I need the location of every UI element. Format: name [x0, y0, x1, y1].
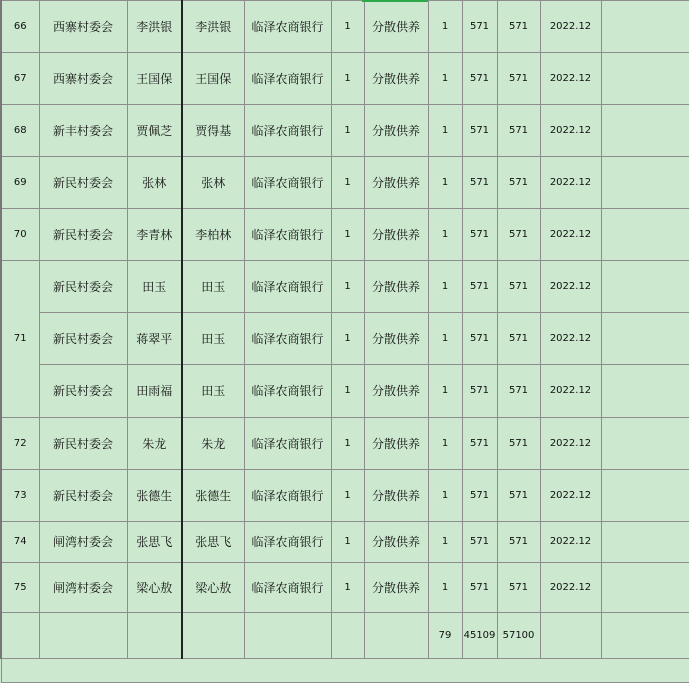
- cell-name1[interactable]: 贾佩芝: [127, 105, 182, 157]
- cell-no[interactable]: 72: [1, 417, 39, 469]
- cell-name2[interactable]: 田玉: [182, 313, 244, 365]
- cell-bank[interactable]: 临泽农商银行: [244, 105, 331, 157]
- cell-empty[interactable]: [601, 1, 689, 53]
- cell-amount[interactable]: 571: [497, 157, 540, 209]
- total-amount[interactable]: 57100: [497, 612, 540, 658]
- cell-std[interactable]: 571: [462, 1, 497, 53]
- cell-name1[interactable]: 张思飞: [127, 521, 182, 562]
- cell-date[interactable]: 2022.12: [540, 365, 601, 417]
- cell-empty[interactable]: [601, 53, 689, 105]
- table-row[interactable]: [1, 521, 689, 562]
- cell-type[interactable]: 分散供养: [364, 313, 428, 365]
- cell-no[interactable]: 68: [1, 105, 39, 157]
- table-row[interactable]: [1, 209, 689, 261]
- cell-persons[interactable]: 1: [428, 521, 462, 562]
- cell-persons[interactable]: 1: [428, 157, 462, 209]
- cell-type[interactable]: 分散供养: [364, 365, 428, 417]
- table-row[interactable]: [1, 417, 689, 469]
- cell-name1[interactable]: 李青林: [127, 209, 182, 261]
- cell-count[interactable]: 1: [331, 261, 364, 313]
- table-row[interactable]: [1, 105, 689, 157]
- cell-no[interactable]: 75: [1, 562, 39, 612]
- cell-bank[interactable]: 临泽农商银行: [244, 1, 331, 53]
- cell-std[interactable]: 571: [462, 469, 497, 521]
- cell-amount[interactable]: 571: [497, 417, 540, 469]
- cell-bank[interactable]: 临泽农商银行: [244, 209, 331, 261]
- cell-amount[interactable]: 571: [497, 313, 540, 365]
- cell-bank[interactable]: 临泽农商银行: [244, 469, 331, 521]
- cell-count[interactable]: 1: [331, 105, 364, 157]
- cell-no[interactable]: 70: [1, 209, 39, 261]
- cell-std[interactable]: 571: [462, 105, 497, 157]
- cell-amount[interactable]: 571: [497, 261, 540, 313]
- cell-name2[interactable]: 梁心敖: [182, 562, 244, 612]
- cell-count[interactable]: 1: [331, 365, 364, 417]
- cell-empty[interactable]: [601, 562, 689, 612]
- cell-type[interactable]: 分散供养: [364, 105, 428, 157]
- cell-bank[interactable]: 临泽农商银行: [244, 313, 331, 365]
- table-row[interactable]: [1, 157, 689, 209]
- cell-no-merged[interactable]: 71: [1, 261, 39, 417]
- cell-empty[interactable]: [601, 521, 689, 562]
- cell-name1[interactable]: 张德生: [127, 469, 182, 521]
- cell-std[interactable]: 571: [462, 521, 497, 562]
- cell-amount[interactable]: 571: [497, 469, 540, 521]
- cell-date[interactable]: 2022.12: [540, 521, 601, 562]
- cell-date[interactable]: 2022.12: [540, 562, 601, 612]
- table-row[interactable]: [1, 261, 689, 313]
- cell-count[interactable]: 1: [331, 313, 364, 365]
- cell-empty[interactable]: [601, 261, 689, 313]
- cell-bank[interactable]: 临泽农商银行: [244, 521, 331, 562]
- cell-name1[interactable]: 田雨福: [127, 365, 182, 417]
- cell-village[interactable]: 西寨村委会: [39, 53, 127, 105]
- cell-village[interactable]: 闸湾村委会: [39, 521, 127, 562]
- cell-no[interactable]: 73: [1, 469, 39, 521]
- cell-bank[interactable]: 临泽农商银行: [244, 157, 331, 209]
- cell-persons[interactable]: 1: [428, 209, 462, 261]
- cell-name1[interactable]: 蒋翠平: [127, 313, 182, 365]
- cell-empty[interactable]: [127, 612, 182, 658]
- cell-date[interactable]: 2022.12: [540, 53, 601, 105]
- cell-type[interactable]: 分散供养: [364, 157, 428, 209]
- cell-village[interactable]: 西寨村委会: [39, 1, 127, 53]
- cell-empty[interactable]: [601, 417, 689, 469]
- cell-name1[interactable]: 李洪银: [127, 1, 182, 53]
- cell-name1[interactable]: 田玉: [127, 261, 182, 313]
- cell-empty[interactable]: [601, 105, 689, 157]
- table-body: [1, 1, 689, 683]
- cell-persons[interactable]: 1: [428, 105, 462, 157]
- cell-village[interactable]: 闸湾村委会: [39, 562, 127, 612]
- cell-village[interactable]: 新民村委会: [39, 469, 127, 521]
- total-std[interactable]: 45109: [462, 612, 497, 658]
- cell-village[interactable]: 新民村委会: [39, 365, 127, 417]
- cell-empty[interactable]: [244, 612, 331, 658]
- cell-village[interactable]: 新民村委会: [39, 209, 127, 261]
- cell-name2[interactable]: 朱龙: [182, 417, 244, 469]
- cell-date[interactable]: 2022.12: [540, 313, 601, 365]
- total-persons[interactable]: 79: [428, 612, 462, 658]
- cell-std[interactable]: 571: [462, 261, 497, 313]
- cell-bank[interactable]: 临泽农商银行: [244, 562, 331, 612]
- cell-count[interactable]: 1: [331, 157, 364, 209]
- cell-empty[interactable]: [182, 612, 244, 658]
- cell-amount[interactable]: 571: [497, 365, 540, 417]
- cell-date[interactable]: 2022.12: [540, 417, 601, 469]
- cell-amount[interactable]: 571: [497, 562, 540, 612]
- cell-empty[interactable]: [601, 313, 689, 365]
- cell-name1[interactable]: 朱龙: [127, 417, 182, 469]
- cell-std[interactable]: 571: [462, 313, 497, 365]
- cell-name2[interactable]: 张思飞: [182, 521, 244, 562]
- cell-empty[interactable]: [364, 612, 428, 658]
- cell-std[interactable]: 571: [462, 157, 497, 209]
- cell-persons[interactable]: 1: [428, 313, 462, 365]
- cell-type[interactable]: 分散供养: [364, 469, 428, 521]
- cell-persons[interactable]: 1: [428, 53, 462, 105]
- table-row[interactable]: [1, 469, 689, 521]
- table-row[interactable]: [1, 562, 689, 612]
- cell-date[interactable]: 2022.12: [540, 105, 601, 157]
- cell-empty[interactable]: [331, 612, 364, 658]
- cell-count[interactable]: 1: [331, 562, 364, 612]
- cell-count[interactable]: 1: [331, 53, 364, 105]
- cell-name2[interactable]: 张德生: [182, 469, 244, 521]
- cell-empty[interactable]: [601, 612, 689, 658]
- cell-name1[interactable]: 梁心敖: [127, 562, 182, 612]
- cell-date[interactable]: 2022.12: [540, 261, 601, 313]
- cell-village[interactable]: 新民村委会: [39, 261, 127, 313]
- cell-count[interactable]: 1: [331, 417, 364, 469]
- cell-std[interactable]: 571: [462, 365, 497, 417]
- cell-date[interactable]: 2022.12: [540, 1, 601, 53]
- cell-amount[interactable]: 571: [497, 209, 540, 261]
- cell-name2[interactable]: 田玉: [182, 261, 244, 313]
- cell-persons[interactable]: 1: [428, 261, 462, 313]
- cell-name2[interactable]: 李洪银: [182, 1, 244, 53]
- cell-name2[interactable]: 贾得基: [182, 105, 244, 157]
- cell-empty[interactable]: [39, 612, 127, 658]
- empty-row[interactable]: [1, 658, 689, 682]
- cell-persons[interactable]: 1: [428, 365, 462, 417]
- cell-type[interactable]: 分散供养: [364, 209, 428, 261]
- cell-village[interactable]: 新民村委会: [39, 157, 127, 209]
- cell-count[interactable]: 1: [331, 1, 364, 53]
- cell-type[interactable]: 分散供养: [364, 562, 428, 612]
- cell-empty[interactable]: [601, 469, 689, 521]
- cell-count[interactable]: 1: [331, 469, 364, 521]
- cell-empty[interactable]: [601, 157, 689, 209]
- cell-no[interactable]: 69: [1, 157, 39, 209]
- cell-empty[interactable]: [540, 612, 601, 658]
- cell-no[interactable]: 67: [1, 53, 39, 105]
- cell-type[interactable]: 分散供养: [364, 417, 428, 469]
- cell-bank[interactable]: 临泽农商银行: [244, 417, 331, 469]
- cell-persons[interactable]: 1: [428, 469, 462, 521]
- cell-no[interactable]: 74: [1, 521, 39, 562]
- cell-name2[interactable]: 田玉: [182, 365, 244, 417]
- cell-type[interactable]: 分散供养: [364, 1, 428, 53]
- cell-bank[interactable]: 临泽农商银行: [244, 365, 331, 417]
- cell-selection-indicator: [362, 0, 428, 2]
- cell-village[interactable]: 新丰村委会: [39, 105, 127, 157]
- totals-row[interactable]: [1, 612, 689, 658]
- cell-persons[interactable]: 1: [428, 562, 462, 612]
- cell-amount[interactable]: 571: [497, 1, 540, 53]
- cell-date[interactable]: 2022.12: [540, 469, 601, 521]
- cell-count[interactable]: 1: [331, 209, 364, 261]
- table-row[interactable]: [1, 365, 689, 417]
- cell-name1[interactable]: 张林: [127, 157, 182, 209]
- cell-name2[interactable]: 王国保: [182, 53, 244, 105]
- cell-date[interactable]: 2022.12: [540, 209, 601, 261]
- cell-no[interactable]: 66: [1, 1, 39, 53]
- cell-village[interactable]: 新民村委会: [39, 313, 127, 365]
- cell-amount[interactable]: 571: [497, 521, 540, 562]
- cell-persons[interactable]: 1: [428, 1, 462, 53]
- cell-name2[interactable]: 李柏林: [182, 209, 244, 261]
- cell-village[interactable]: 新民村委会: [39, 417, 127, 469]
- cell-date[interactable]: 2022.12: [540, 157, 601, 209]
- cell-type[interactable]: 分散供养: [364, 261, 428, 313]
- cell-type[interactable]: 分散供养: [364, 521, 428, 562]
- cell-type[interactable]: 分散供养: [364, 53, 428, 105]
- table-row[interactable]: [1, 1, 689, 53]
- cell-bank[interactable]: 临泽农商银行: [244, 53, 331, 105]
- cell-persons[interactable]: 1: [428, 417, 462, 469]
- cell-name1[interactable]: 王国保: [127, 53, 182, 105]
- cell-empty[interactable]: [601, 365, 689, 417]
- cell-std[interactable]: 571: [462, 562, 497, 612]
- cell-count[interactable]: 1: [331, 521, 364, 562]
- cell-amount[interactable]: 571: [497, 53, 540, 105]
- cell-amount[interactable]: 571: [497, 105, 540, 157]
- cell-std[interactable]: 571: [462, 53, 497, 105]
- table-row[interactable]: [1, 313, 689, 365]
- cell-empty[interactable]: [1, 658, 689, 682]
- cell-empty[interactable]: [1, 612, 39, 658]
- table-row[interactable]: [1, 53, 689, 105]
- cell-std[interactable]: 571: [462, 417, 497, 469]
- cell-empty[interactable]: [601, 209, 689, 261]
- cell-std[interactable]: 571: [462, 209, 497, 261]
- cell-bank[interactable]: 临泽农商银行: [244, 261, 331, 313]
- cell-name2[interactable]: 张林: [182, 157, 244, 209]
